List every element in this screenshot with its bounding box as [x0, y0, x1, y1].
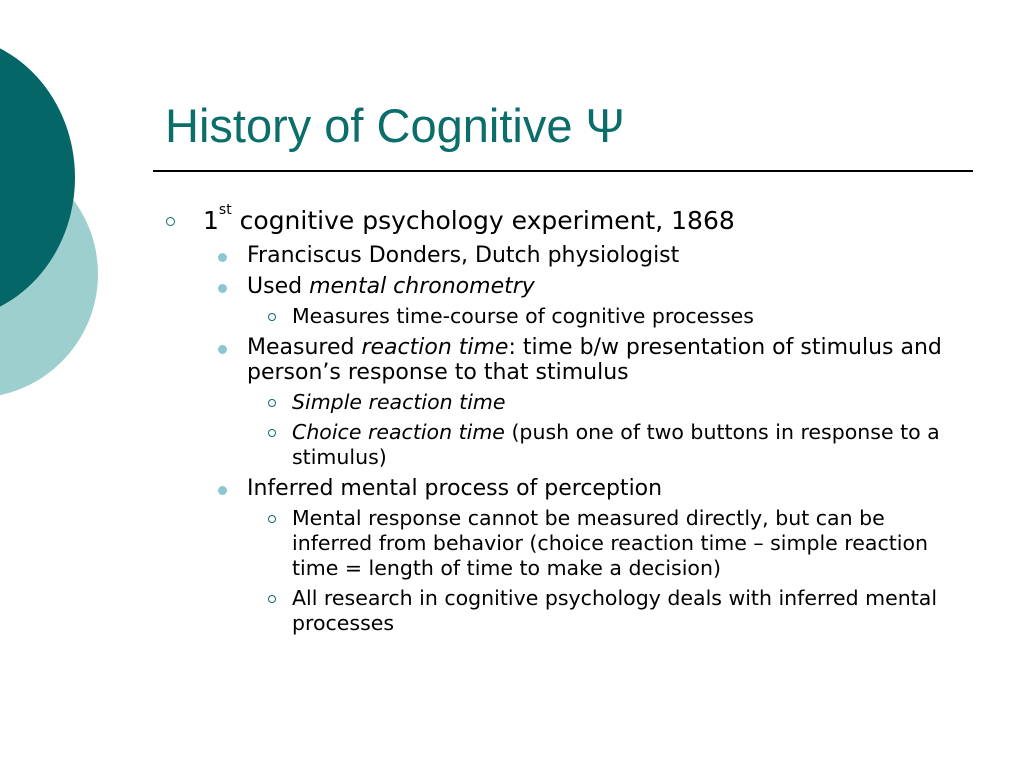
italic-term: reaction time [361, 335, 509, 360]
title-divider [153, 170, 973, 172]
bullet-mental-chronometry [160, 274, 960, 299]
hollow-circle-bullet-icon [166, 217, 175, 226]
bullet-text: Measured [247, 335, 362, 360]
bullet-text: Mental response cannot be measured directly, but can be inferred from behavior (choice reaction time – simple reaction time = length of time to make a decision) [292, 506, 929, 580]
slide-title: History of Cognitive Ψ [165, 99, 625, 152]
bullet-measures-time-course [160, 304, 960, 329]
hollow-circle-bullet-icon [268, 515, 276, 523]
italic-term: Choice reaction time [292, 420, 505, 444]
hollow-circle-bullet-icon [268, 429, 276, 437]
filled-dot-bullet-icon [218, 284, 227, 293]
bullet-text: : time b/w presentation of stimulus and person’s response to that stimulus [247, 335, 942, 385]
hollow-circle-bullet-icon [268, 595, 276, 603]
slide-content [160, 202, 960, 636]
italic-term: mental chronometry [309, 274, 535, 299]
bullet-text: Franciscus Donders, Dutch physiologist [247, 243, 680, 268]
filled-dot-bullet-icon [218, 253, 227, 262]
bullet-reaction-time [160, 335, 960, 385]
bullet-text: All research in cognitive psychology deals with inferred mental processes [292, 586, 938, 635]
bullet-all-research [160, 586, 960, 636]
bullet-choice-reaction-time [160, 420, 960, 470]
bullet-simple-reaction-time [160, 390, 960, 415]
hollow-circle-bullet-icon [268, 399, 276, 407]
filled-dot-bullet-icon [218, 345, 227, 354]
bullet-first-experiment [160, 202, 960, 237]
bullet-list [160, 202, 960, 636]
bullet-text: (push one of two buttons in response to a stimulus) [292, 420, 940, 469]
hollow-circle-bullet-icon [268, 313, 276, 321]
bullet-inferred-process [160, 476, 960, 501]
bullet-text: Used [247, 274, 310, 299]
ordinal-number: 1 [203, 206, 219, 235]
bullet-text: cognitive psychology experiment, 1868 [231, 206, 735, 235]
filled-dot-bullet-icon [218, 486, 227, 495]
ordinal-suffix: st [218, 202, 232, 218]
bullet-text: Inferred mental process of perception [247, 476, 663, 501]
bullet-donders [160, 243, 960, 268]
italic-term: Simple reaction time [292, 390, 506, 414]
bullet-mental-response [160, 506, 960, 581]
bullet-text: Measures time-course of cognitive processes [292, 304, 754, 328]
